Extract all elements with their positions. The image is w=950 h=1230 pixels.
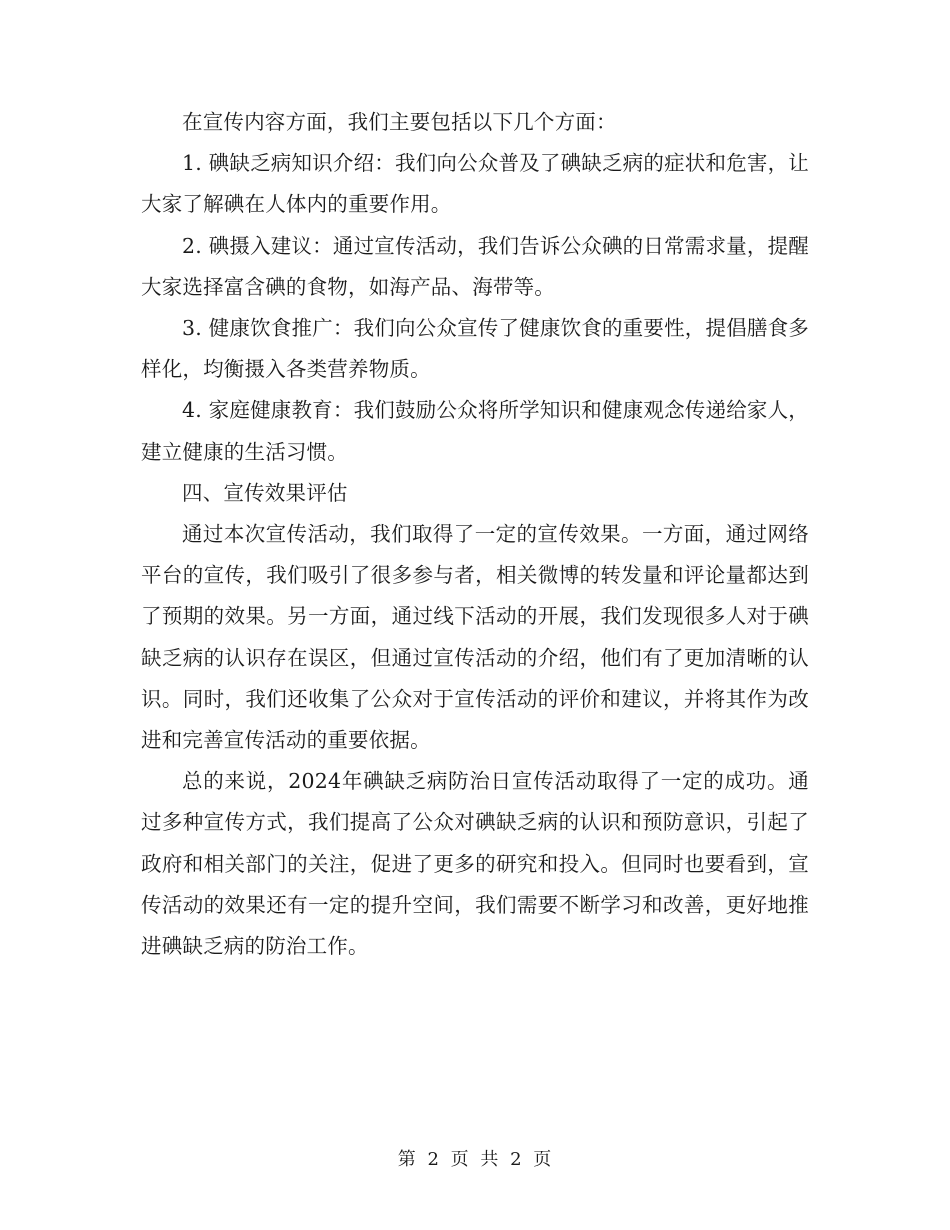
- intro-paragraph: 在宣传内容方面，我们主要包括以下几个方面：: [182, 110, 617, 134]
- list-item-family-education: 4. 家庭健康教育：我们鼓励公众将所学知识和健康观念传递给家人，建立健康的生活习惯。: [141, 398, 809, 464]
- summary-paragraph: 总的来说，2024年碘缺乏病防治日宣传活动取得了一定的成功。通过多种宣传方式，我们提高了公众对碘缺乏病的认识和预防意识，引起了政府和相关部门的关注，促进了更多的研究和投入。但同时也要看到，宣传活动的效果还有一定的提升空间，我们需要不断学习和改善，更好地推进碘缺乏病的防治工作。: [141, 769, 809, 959]
- document-body: [141, 102, 809, 967]
- page-number-footer: 第 2 页 共 2 页: [397, 1149, 553, 1170]
- list-item-intake-advice: 2. 碘摄入建议：通过宣传活动，我们告诉公众碘的日常需求量，提醒大家选择富含碘的食物，如海产品、海带等。: [141, 233, 809, 299]
- evaluation-paragraph: 通过本次宣传活动，我们取得了一定的宣传效果。一方面，通过网络平台的宣传，我们吸引了很多参与者，相关微博的转发量和评论量都达到了预期的效果。另一方面，通过线下活动的开展，我们发现很多人对于碘缺乏病的认识存在误区，但通过宣传活动的介绍，他们有了更加清晰的认识。同时，我们还收集了公众对于宣传活动的评价和建议，并将其作为改进和完善宣传活动的重要依据。: [141, 522, 809, 753]
- list-item-healthy-diet: 3. 健康饮食推广：我们向公众宣传了健康饮食的重要性，提倡膳食多样化，均衡摄入各类营养物质。: [141, 316, 809, 382]
- list-item-knowledge: 1. 碘缺乏病知识介绍：我们向公众普及了碘缺乏病的症状和危害，让大家了解碘在人体内的重要作用。: [141, 151, 809, 217]
- section-heading-evaluation: 四、宣传效果评估: [182, 480, 348, 505]
